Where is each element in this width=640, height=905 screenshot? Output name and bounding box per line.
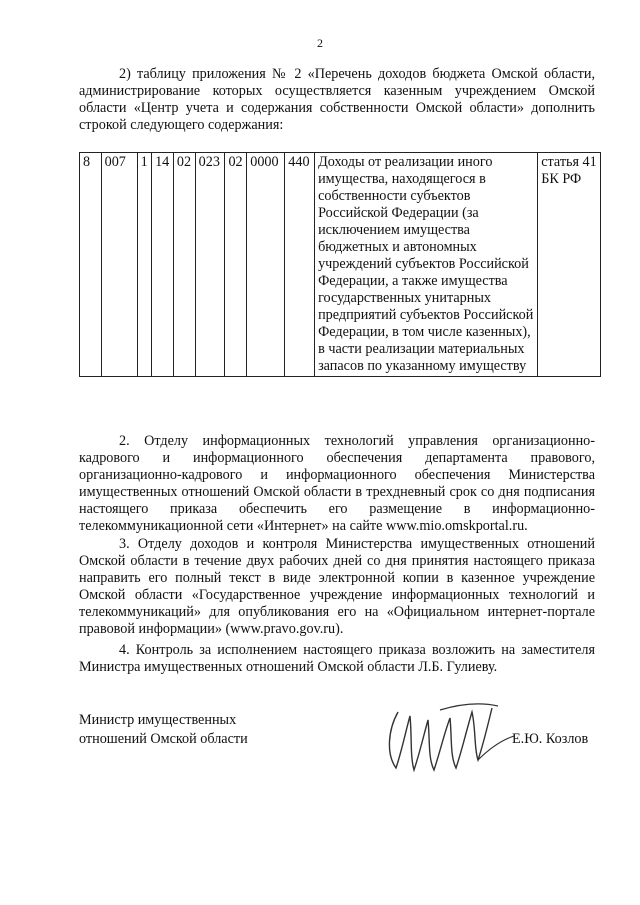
cell-article-code: 02 — [173, 153, 195, 377]
table-row — [80, 153, 601, 377]
cell-element-code: 02 — [225, 153, 247, 377]
page-number: 2 — [317, 36, 323, 50]
cell-economic-code: 440 — [285, 153, 315, 377]
signer-title-line-1: Министр имущественных — [79, 712, 237, 728]
cell-subarticle-code: 023 — [195, 153, 225, 377]
cell-program-code: 0000 — [247, 153, 285, 377]
cell-group-code: 1 — [137, 153, 151, 377]
cell-legal-basis: статья 41 БК РФ — [538, 153, 601, 377]
paragraph-table-amendment: 2) таблицу приложения № 2 «Перечень доходов бюджета Омской области, администрирование которых осуществляется казенным учреждением Омской области «Центр учета и содержания собственности Омской области» дополнить строкой следующего содержания: — [79, 66, 595, 133]
cell-row-number: 8 — [80, 153, 102, 377]
cell-admin-code: 007 — [101, 153, 137, 377]
paragraph-control: 4. Контроль за исполнением настоящего приказа возложить на заместителя Министра имущественных отношений Омской области Л.Б. Гулиеву. — [79, 642, 595, 675]
income-codes-table — [79, 152, 601, 377]
signer-title-line-2: отношений Омской области — [79, 731, 248, 747]
cell-income-name: Доходы от реализации иного имущества, находящегося в собственности субъектов Российской Федерации (за исключением имущества бюджетных и автономных учреждений субъектов Российской Федерации, а также имущества государственных унитарных предприятий субъектов Российской Федерации, в том числе казенных), в части реализации материальных запасов по указанному имуществу — [315, 153, 538, 377]
cell-subgroup-code: 14 — [152, 153, 174, 377]
handwritten-signature-icon — [380, 690, 520, 780]
signer-name: Е.Ю. Козлов — [512, 731, 589, 747]
signer-title — [79, 711, 248, 749]
paragraph-it-department: 2. Отделу информационных технологий управления организационно-кадрового и информационного обеспечения департамента правового, организационно-кадрового и информационного обеспечения Министерства имущественных отношений Омской области в трехдневный срок со дня подписания настоящего приказа обеспечить его размещение в информационно-телекоммуникационной сети «Интернет» на сайте www.mio.omskportal.ru. — [79, 433, 595, 534]
paragraph-income-department: 3. Отделу доходов и контроля Министерства имущественных отношений Омской области в течение двух рабочих дней со дня принятия настоящего приказа направить его полный текст в виде электронной копии в казенное учреждение Омской области «Государственное учреждение информационных технологий и телекоммуникаций» для опубликования его на «Официальном интернет-портале правовой информации» (www.pravo.gov.ru). — [79, 536, 595, 637]
